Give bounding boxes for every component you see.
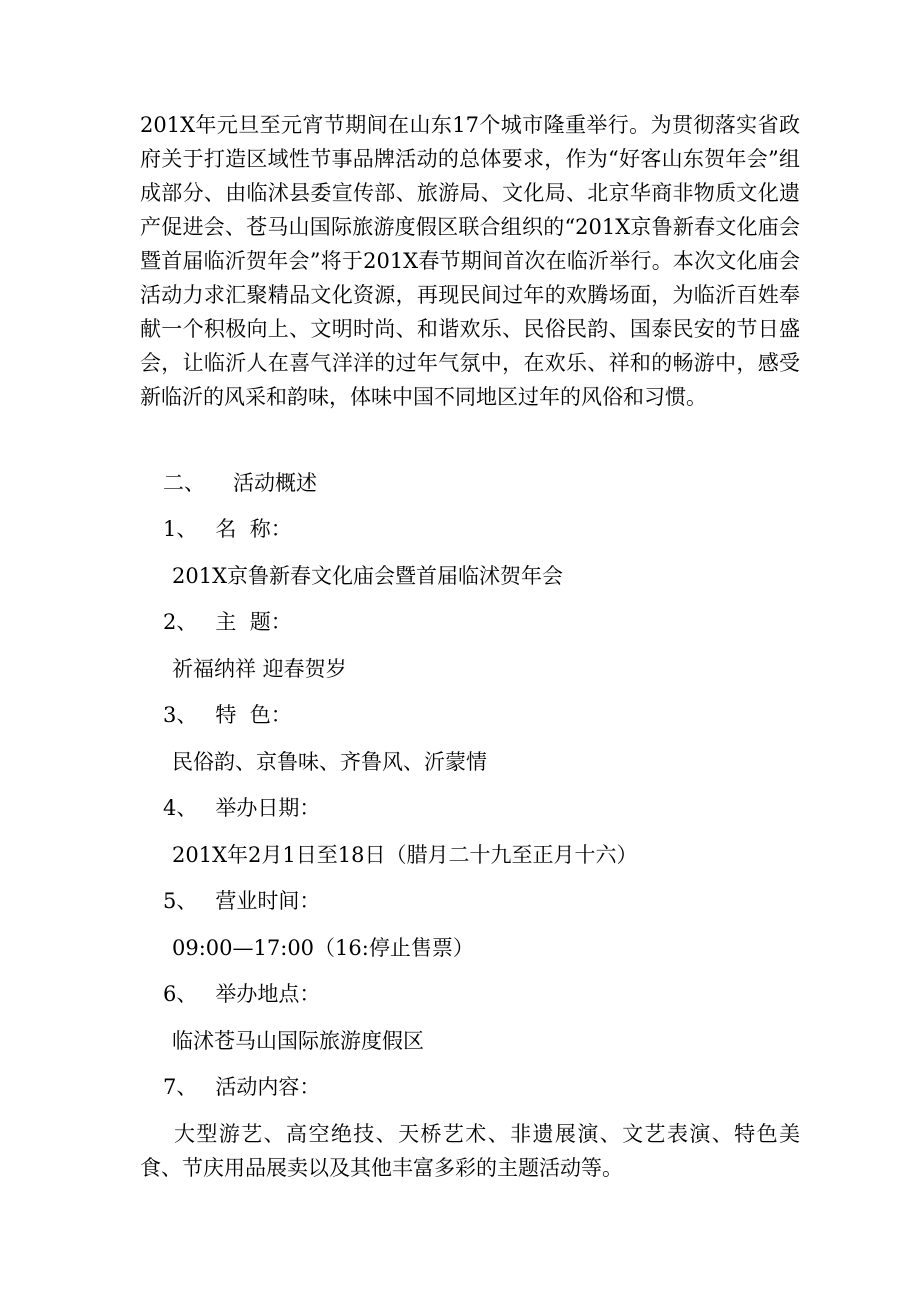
item-4-number: 4、: [163, 796, 198, 820]
item-6-value: 临沭苍马山国际旅游度假区: [172, 1029, 424, 1053]
section-title: 活动概述: [233, 471, 317, 495]
item-3-number: 3、: [163, 703, 198, 727]
item-2-number: 2、: [163, 610, 198, 634]
item-2-label: 主 题：: [215, 610, 292, 634]
item-1-heading: [163, 512, 292, 546]
item-4-value: 201X年2月1日至18日（腊月二十九至正月十六）: [172, 843, 638, 867]
item-2-heading: [163, 605, 292, 639]
item-5-number: 5、: [163, 889, 198, 913]
intro-paragraph: 201X年元旦至元宵节期间在山东17个城市隆重举行。为贯彻落实省政府关于打造区域性节事品牌活动的总体要求，作为“好客山东贺年会”组成部分、由临沭县委宣传部、旅游局、文化局、北京华商非物质文化遗产促进会、苍马山国际旅游度假区联合组织的“201X京鲁新春文化庙会暨首届临沂贺年会”将于201X春节期间首次在临沂举行。本次文化庙会活动力求汇聚精品文化资源，再现民间过年的欢腾场面，为临沂百姓奉献一个积极向上、文明时尚、和谐欢乐、民俗民韵、国泰民安的节日盛会，让临沂人在喜气洋洋的过年气氛中，在欢乐、祥和的畅游中，感受新临沂的风采和韵味，体味中国不同地区过年的风俗和习惯。: [140, 113, 800, 409]
item-1-number: 1、: [163, 517, 198, 541]
item-6-heading: [163, 977, 320, 1011]
item-7-heading: [163, 1070, 320, 1104]
item-4-label: 举办日期：: [215, 796, 321, 820]
item-3-heading: [163, 698, 292, 732]
item-4-heading: [163, 791, 320, 825]
item-2-value: 祈福纳祥 迎春贺岁: [172, 657, 347, 681]
item-1-value: 201X京鲁新春文化庙会暨首届临沭贺年会: [172, 564, 564, 588]
item-5-value: 09:00—17:00（16:停止售票）: [172, 936, 474, 960]
item-1-label: 名 称：: [215, 517, 292, 541]
item-6-label: 举办地点：: [215, 982, 321, 1006]
item-7-label: 活动内容：: [215, 1075, 321, 1099]
item-3-label: 特 色：: [215, 703, 292, 727]
item-7-value: 大型游艺、高空绝技、天桥艺术、非遗展演、文艺表演、特色美食、节庆用品展卖以及其他丰富多彩的主题活动等。: [140, 1122, 800, 1180]
item-7-number: 7、: [163, 1075, 198, 1099]
item-5-label: 营业时间：: [215, 889, 321, 913]
item-5-heading: [163, 884, 320, 918]
document-page: [140, 108, 800, 414]
section-heading: [163, 466, 317, 500]
section-number: 二、: [163, 471, 205, 495]
item-3-value: 民俗韵、京鲁味、齐鲁风、沂蒙情: [172, 750, 487, 774]
item-6-number: 6、: [163, 982, 198, 1006]
